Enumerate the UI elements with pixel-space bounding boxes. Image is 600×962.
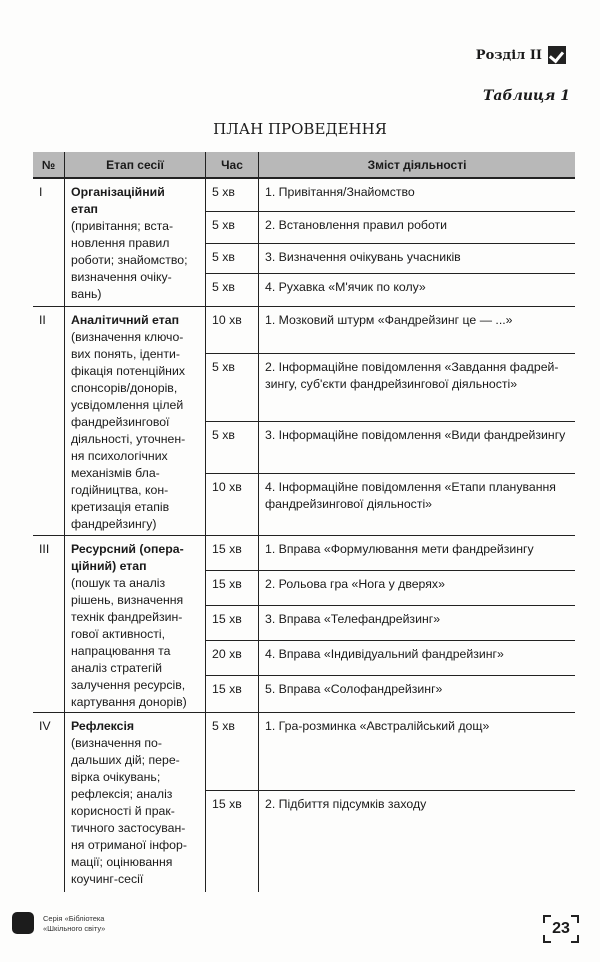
- activity-content: 4. Вправа «Індивідуальний фандрейзинг»: [259, 640, 576, 675]
- activity-content: 5. Вправа «Солофандрейзинг»: [259, 675, 576, 712]
- stage-title-line: Рефлексія: [71, 718, 135, 733]
- stage-title-line: Аналітичний етап: [71, 312, 180, 327]
- stage-description-line: механізмів бла-: [71, 465, 160, 480]
- stage-description-line: (привітання; вста-: [71, 219, 174, 233]
- series-caption: [43, 914, 105, 934]
- stage-description-line: кретизація етапів: [71, 499, 170, 514]
- column-header-stage: Етап сесії: [65, 152, 206, 178]
- stage-number: III: [33, 535, 65, 712]
- activity-content: 4. Рухавка «М'ячик по колу»: [259, 273, 576, 306]
- table-row: [33, 178, 575, 211]
- section-header: [476, 46, 566, 64]
- page-number: 23: [543, 915, 579, 943]
- activity-content: 1. Вправа «Формулювання мети фандрейзингу: [259, 535, 576, 570]
- publisher-logo: [12, 912, 34, 934]
- table-header-row: [33, 152, 575, 178]
- stage-description-line: гової активності,: [71, 626, 166, 641]
- stage-description-line: (пошук та аналіз: [71, 575, 166, 590]
- stage-description-line: вірка очікувань;: [71, 769, 161, 784]
- column-header-number: №: [33, 152, 65, 178]
- stage-description-line: картування донорів): [71, 694, 187, 709]
- stage-cell: [65, 712, 206, 892]
- activity-time: 15 хв: [206, 790, 259, 892]
- stage-description-line: роботи; знайомство;: [71, 253, 188, 267]
- column-header-time: Час: [206, 152, 259, 178]
- activity-content: 4. Інформаційне повідомлення «Етапи планування фандрейзингової діяльності»: [259, 473, 576, 535]
- stage-description-line: діяльності, уточнен-: [71, 431, 186, 446]
- stage-number: II: [33, 306, 65, 535]
- activity-content: 3. Інформаційне повідомлення «Види фандрейзингу: [259, 421, 576, 473]
- stage-description-line: спонсорів/донорів,: [71, 380, 178, 395]
- page-title: ПЛАН ПРОВЕДЕННЯ: [213, 120, 387, 138]
- stage-description-line: технік фандрейзин-: [71, 609, 183, 624]
- stage-description-line: ня отриманої інфор-: [71, 837, 187, 852]
- table-row: [33, 535, 575, 570]
- activity-content: 2. Рольова гра «Нога у дверях»: [259, 570, 576, 605]
- stage-description-line: фікація потенційних: [71, 363, 185, 378]
- table-row: [33, 306, 575, 353]
- stage-description-line: коучинг-сесії: [71, 871, 144, 886]
- activity-time: 5 хв: [206, 211, 259, 243]
- activity-content: 3. Визначення очікувань учасників: [259, 243, 576, 273]
- activity-time: 5 хв: [206, 421, 259, 473]
- stage-description-line: (визначення ключо-: [71, 329, 184, 344]
- stage-description-line: вих понять, іденти-: [71, 346, 180, 361]
- stage-description-line: напрацювання та: [71, 643, 171, 658]
- activity-content: 1. Мозковий штурм «Фандрейзинг це — ...»: [259, 306, 576, 353]
- stage-title-line: ційний) етап: [71, 558, 147, 573]
- stage-description-line: мації; оцінювання: [71, 854, 173, 869]
- stage-cell: [65, 306, 206, 535]
- activity-time: 5 хв: [206, 178, 259, 211]
- activity-time: 15 хв: [206, 675, 259, 712]
- stage-description-line: фандрейзингової: [71, 414, 170, 429]
- checkbox-checked-icon: [548, 46, 566, 64]
- activity-content: 2. Встановлення правил роботи: [259, 211, 576, 243]
- stage-description-line: залучення ресурсів,: [71, 677, 186, 692]
- series-line-1: Серія «Бібліотека: [43, 914, 105, 923]
- stage-description-line: усвідомлення цілей: [71, 397, 184, 412]
- series-line-2: «Шкільного світу»: [43, 924, 106, 933]
- table-label: Таблиця 1: [482, 88, 570, 104]
- stage-description-line: дальших дій; пере-: [71, 752, 180, 767]
- stage-description-line: тичного застосуван-: [71, 820, 186, 835]
- activity-time: 15 хв: [206, 535, 259, 570]
- activity-time: 5 хв: [206, 243, 259, 273]
- activity-time: 15 хв: [206, 570, 259, 605]
- stage-description-line: аналіз стратегій: [71, 660, 163, 675]
- activity-time: 10 хв: [206, 306, 259, 353]
- activity-time: 5 хв: [206, 273, 259, 306]
- stage-description-line: рішень, визначення: [71, 592, 184, 607]
- stage-description-line: (визначення по-: [71, 735, 162, 750]
- stage-title-line: етап: [71, 202, 98, 216]
- stage-description-line: визначення очіку-: [71, 270, 172, 284]
- activity-time: 5 хв: [206, 353, 259, 421]
- activity-content: 2. Інформаційне повідомлення «Завдання фадрей-зингу, суб'єкти фандрейзингової діяльності»: [259, 353, 576, 421]
- activity-content: 1. Гра-розминка «Австралійський дощ»: [259, 712, 576, 790]
- stage-description-line: вань): [71, 287, 102, 301]
- stage-cell: [65, 535, 206, 712]
- stage-description-line: годійництва, кон-: [71, 482, 169, 497]
- stage-cell: [65, 178, 206, 306]
- stage-description-line: ня психологічних: [71, 448, 168, 463]
- activity-time: 20 хв: [206, 640, 259, 675]
- activity-time: 5 хв: [206, 712, 259, 790]
- stage-description-line: рефлексія; аналіз: [71, 786, 173, 801]
- stage-number: I: [33, 178, 65, 306]
- activity-content: 2. Підбиття підсумків заходу: [259, 790, 576, 892]
- column-header-content: Зміст діяльності: [259, 152, 576, 178]
- stage-description-line: новлення правил: [71, 236, 170, 250]
- activity-content: 3. Вправа «Телефандрейзинг»: [259, 605, 576, 640]
- plan-table: [33, 152, 575, 892]
- stage-description-line: фандрейзингу): [71, 516, 157, 531]
- table-row: [33, 712, 575, 790]
- activity-time: 10 хв: [206, 473, 259, 535]
- activity-time: 15 хв: [206, 605, 259, 640]
- stage-title-line: Організаційний: [71, 185, 165, 199]
- stage-number: IV: [39, 718, 51, 733]
- stage-description-line: корисності й прак-: [71, 803, 175, 818]
- section-label: Розділ II: [475, 47, 542, 63]
- activity-content: 1. Привітання/Знайомство: [259, 178, 576, 211]
- stage-title-line: Ресурсний (опера-: [71, 541, 184, 556]
